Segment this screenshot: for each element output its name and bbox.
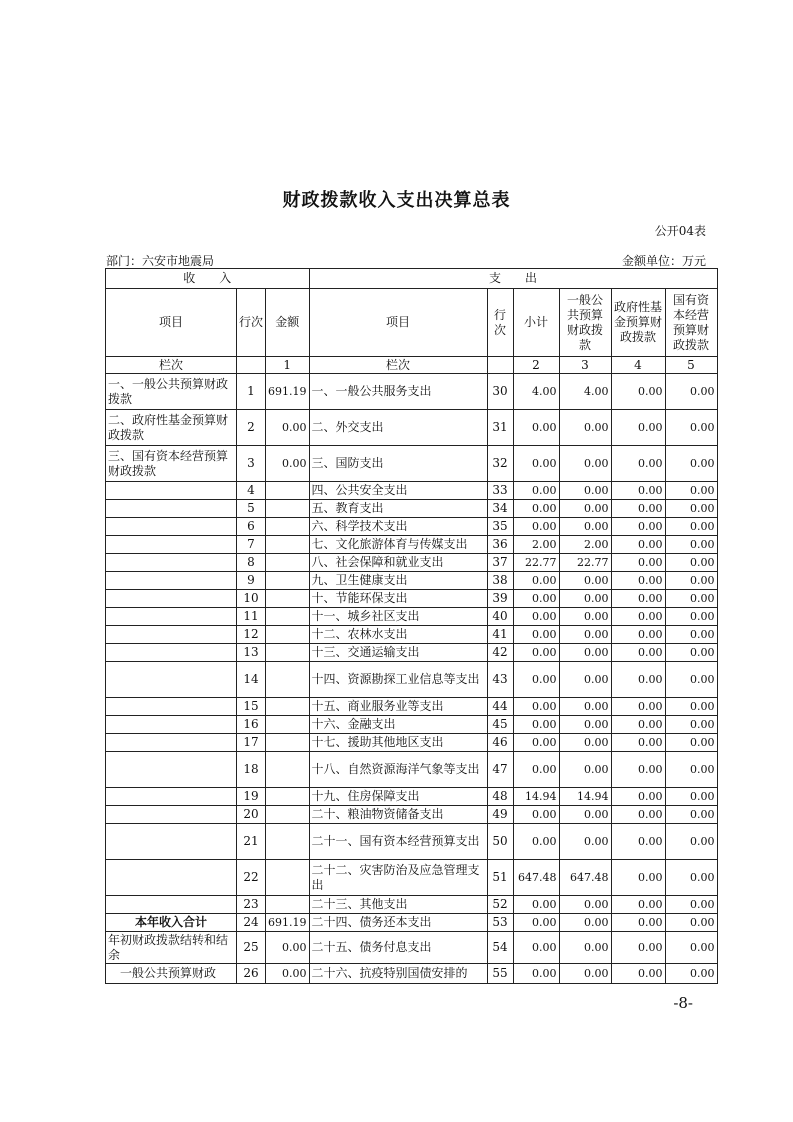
income-item bbox=[106, 626, 237, 644]
state-capital-value: 0.00 bbox=[665, 896, 717, 914]
col-3: 3 bbox=[559, 357, 611, 374]
subtotal-value: 0.00 bbox=[513, 698, 559, 716]
expense-item: 二、外交支出 bbox=[309, 410, 487, 446]
income-row-no: 21 bbox=[237, 824, 266, 860]
expense-row-no: 46 bbox=[487, 734, 513, 752]
income-row-no: 13 bbox=[237, 644, 266, 662]
col-label: 栏次 bbox=[106, 357, 237, 374]
subtotal-value: 0.00 bbox=[513, 914, 559, 932]
table-row bbox=[106, 572, 718, 590]
expense-row-no: 49 bbox=[487, 806, 513, 824]
general-budget-value: 0.00 bbox=[559, 824, 611, 860]
expense-row-no: 54 bbox=[487, 932, 513, 964]
expense-row-no: 43 bbox=[487, 662, 513, 698]
expense-row-no: 35 bbox=[487, 518, 513, 536]
fund-budget-value: 0.00 bbox=[611, 788, 665, 806]
income-row-no: 23 bbox=[237, 896, 266, 914]
state-capital-value: 0.00 bbox=[665, 662, 717, 698]
fund-budget-value: 0.00 bbox=[611, 410, 665, 446]
fund-budget-value: 0.00 bbox=[611, 964, 665, 984]
general-budget-value: 0.00 bbox=[559, 752, 611, 788]
general-budget-value: 0.00 bbox=[559, 662, 611, 698]
income-row-no-header: 行次 bbox=[237, 289, 266, 357]
expense-item: 二十六、抗疫特别国债安排的 bbox=[309, 964, 487, 984]
expense-row-no: 39 bbox=[487, 590, 513, 608]
fund-budget-value: 0.00 bbox=[611, 482, 665, 500]
state-capital-value: 0.00 bbox=[665, 536, 717, 554]
state-capital-value: 0.00 bbox=[665, 734, 717, 752]
fund-budget-value: 0.00 bbox=[611, 716, 665, 734]
general-budget-value: 0.00 bbox=[559, 572, 611, 590]
fund-budget-value: 0.00 bbox=[611, 536, 665, 554]
expense-row-no: 38 bbox=[487, 572, 513, 590]
expense-item: 九、卫生健康支出 bbox=[309, 572, 487, 590]
state-capital-value: 0.00 bbox=[665, 806, 717, 824]
fund-budget-value: 0.00 bbox=[611, 752, 665, 788]
subtotal-value: 0.00 bbox=[513, 964, 559, 984]
general-budget-value: 647.48 bbox=[559, 860, 611, 896]
income-item bbox=[106, 716, 237, 734]
state-capital-value: 0.00 bbox=[665, 824, 717, 860]
subtotal-value: 14.94 bbox=[513, 788, 559, 806]
general-budget-value: 0.00 bbox=[559, 500, 611, 518]
general-budget-value: 0.00 bbox=[559, 482, 611, 500]
income-row-no: 26 bbox=[237, 964, 266, 984]
state-capital-value: 0.00 bbox=[665, 860, 717, 896]
general-budget-value: 22.77 bbox=[559, 554, 611, 572]
fund-budget-value: 0.00 bbox=[611, 374, 665, 410]
income-amount bbox=[266, 482, 310, 500]
expense-item: 十二、农林水支出 bbox=[309, 626, 487, 644]
income-amount: 691.19 bbox=[266, 914, 310, 932]
subtotal-value: 0.00 bbox=[513, 644, 559, 662]
fund-budget-value: 0.00 bbox=[611, 608, 665, 626]
income-item-header: 项目 bbox=[106, 289, 237, 357]
expense-row-no: 31 bbox=[487, 410, 513, 446]
income-item bbox=[106, 518, 237, 536]
general-budget-value: 4.00 bbox=[559, 374, 611, 410]
income-amount bbox=[266, 554, 310, 572]
income-amount bbox=[266, 626, 310, 644]
general-budget-value: 0.00 bbox=[559, 806, 611, 824]
expense-item: 二十五、债务付息支出 bbox=[309, 932, 487, 964]
income-amount bbox=[266, 662, 310, 698]
table-row bbox=[106, 626, 718, 644]
income-item bbox=[106, 734, 237, 752]
income-row-no: 17 bbox=[237, 734, 266, 752]
state-capital-value: 0.00 bbox=[665, 626, 717, 644]
state-capital-value: 0.00 bbox=[665, 500, 717, 518]
state-capital-value: 0.00 bbox=[665, 518, 717, 536]
expense-row-no: 37 bbox=[487, 554, 513, 572]
expense-item: 十九、住房保障支出 bbox=[309, 788, 487, 806]
subtotal-value: 0.00 bbox=[513, 518, 559, 536]
income-amount bbox=[266, 824, 310, 860]
income-item bbox=[106, 536, 237, 554]
expense-item: 八、社会保障和就业支出 bbox=[309, 554, 487, 572]
state-capital-value: 0.00 bbox=[665, 716, 717, 734]
income-amount bbox=[266, 806, 310, 824]
expense-row-no: 32 bbox=[487, 446, 513, 482]
table-row bbox=[106, 410, 718, 446]
income-row-no: 5 bbox=[237, 500, 266, 518]
table-row bbox=[106, 914, 718, 932]
income-amount bbox=[266, 734, 310, 752]
income-item: 本年收入合计 bbox=[106, 914, 237, 932]
income-amount bbox=[266, 518, 310, 536]
subtotal-value: 0.00 bbox=[513, 500, 559, 518]
income-item bbox=[106, 500, 237, 518]
income-row-no: 9 bbox=[237, 572, 266, 590]
income-row-no: 18 bbox=[237, 752, 266, 788]
fund-budget-header: 政府性基金预算财政拨款 bbox=[611, 289, 665, 357]
expense-item: 四、公共安全支出 bbox=[309, 482, 487, 500]
income-row-no: 11 bbox=[237, 608, 266, 626]
expense-row-no-header: 行次 bbox=[487, 289, 513, 357]
income-amount bbox=[266, 536, 310, 554]
fund-budget-value: 0.00 bbox=[611, 518, 665, 536]
page-number: -8- bbox=[673, 994, 693, 1012]
fund-budget-value: 0.00 bbox=[611, 698, 665, 716]
state-capital-value: 0.00 bbox=[665, 964, 717, 984]
income-item: 三、国有资本经营预算财政拨款 bbox=[106, 446, 237, 482]
table-row bbox=[106, 446, 718, 482]
unit-label: 金额单位：万元 bbox=[621, 254, 706, 268]
fund-budget-value: 0.00 bbox=[611, 554, 665, 572]
general-budget-value: 2.00 bbox=[559, 536, 611, 554]
fund-budget-value: 0.00 bbox=[611, 734, 665, 752]
general-budget-value: 0.00 bbox=[559, 716, 611, 734]
fund-budget-value: 0.00 bbox=[611, 644, 665, 662]
income-amount bbox=[266, 572, 310, 590]
table-row bbox=[106, 698, 718, 716]
fund-budget-value: 0.00 bbox=[611, 914, 665, 932]
income-item bbox=[106, 572, 237, 590]
state-capital-value: 0.00 bbox=[665, 752, 717, 788]
subtotal-value: 4.00 bbox=[513, 374, 559, 410]
state-capital-value: 0.00 bbox=[665, 698, 717, 716]
table-row bbox=[106, 644, 718, 662]
subtotal-value: 0.00 bbox=[513, 662, 559, 698]
income-item bbox=[106, 590, 237, 608]
expense-row-no: 34 bbox=[487, 500, 513, 518]
subtotal-value: 0.00 bbox=[513, 572, 559, 590]
general-budget-value: 0.00 bbox=[559, 932, 611, 964]
income-amount bbox=[266, 500, 310, 518]
expense-row-no: 45 bbox=[487, 716, 513, 734]
subtotal-value: 0.00 bbox=[513, 824, 559, 860]
col-1: 1 bbox=[266, 357, 310, 374]
income-amount bbox=[266, 698, 310, 716]
income-item bbox=[106, 482, 237, 500]
department-label: 部门：六安市地震局 bbox=[106, 254, 215, 268]
income-row-no: 14 bbox=[237, 662, 266, 698]
expense-item: 二十二、灾害防治及应急管理支出 bbox=[309, 860, 487, 896]
page-title: 财政拨款收入支出决算总表 bbox=[282, 190, 511, 211]
table-row bbox=[106, 734, 718, 752]
income-row-no: 22 bbox=[237, 860, 266, 896]
income-item bbox=[106, 788, 237, 806]
income-amount: 691.19 bbox=[266, 374, 310, 410]
expense-row-no: 30 bbox=[487, 374, 513, 410]
exp-col-blank bbox=[487, 357, 513, 374]
income-amount-header: 金额 bbox=[266, 289, 310, 357]
income-amount: 0.00 bbox=[266, 446, 310, 482]
expense-item: 十六、金融支出 bbox=[309, 716, 487, 734]
expense-item: 十一、城乡社区支出 bbox=[309, 608, 487, 626]
expense-row-no: 47 bbox=[487, 752, 513, 788]
expense-item-header: 项目 bbox=[309, 289, 487, 357]
state-capital-value: 0.00 bbox=[665, 788, 717, 806]
table-row bbox=[106, 932, 718, 964]
expense-item: 六、科学技术支出 bbox=[309, 518, 487, 536]
general-budget-value: 0.00 bbox=[559, 698, 611, 716]
state-capital-value: 0.00 bbox=[665, 410, 717, 446]
expense-item: 十三、交通运输支出 bbox=[309, 644, 487, 662]
income-row-no: 20 bbox=[237, 806, 266, 824]
income-amount bbox=[266, 752, 310, 788]
table-row bbox=[106, 806, 718, 824]
table-row bbox=[106, 536, 718, 554]
income-item: 一、一般公共预算财政拨款 bbox=[106, 374, 237, 410]
income-row-no: 25 bbox=[237, 932, 266, 964]
income-amount bbox=[266, 716, 310, 734]
subtotal-value: 0.00 bbox=[513, 482, 559, 500]
income-item bbox=[106, 608, 237, 626]
fund-budget-value: 0.00 bbox=[611, 446, 665, 482]
income-item bbox=[106, 896, 237, 914]
table-row bbox=[106, 518, 718, 536]
expense-item: 二十、粮油物资储备支出 bbox=[309, 806, 487, 824]
subtotal-value: 2.00 bbox=[513, 536, 559, 554]
state-capital-value: 0.00 bbox=[665, 446, 717, 482]
table-row bbox=[106, 896, 718, 914]
fund-budget-value: 0.00 bbox=[611, 590, 665, 608]
table-row bbox=[106, 374, 718, 410]
table-row bbox=[106, 752, 718, 788]
expense-item: 三、国防支出 bbox=[309, 446, 487, 482]
income-amount bbox=[266, 590, 310, 608]
income-row-no: 8 bbox=[237, 554, 266, 572]
general-budget-value: 0.00 bbox=[559, 896, 611, 914]
income-amount: 0.00 bbox=[266, 932, 310, 964]
expense-row-no: 41 bbox=[487, 626, 513, 644]
fund-budget-value: 0.00 bbox=[611, 824, 665, 860]
income-row-no: 7 bbox=[237, 536, 266, 554]
expense-row-no: 51 bbox=[487, 860, 513, 896]
subtotal-value: 0.00 bbox=[513, 608, 559, 626]
general-budget-value: 0.00 bbox=[559, 914, 611, 932]
expense-row-no: 48 bbox=[487, 788, 513, 806]
income-row-no: 24 bbox=[237, 914, 266, 932]
expense-item: 二十一、国有资本经营预算支出 bbox=[309, 824, 487, 860]
general-budget-value: 0.00 bbox=[559, 964, 611, 984]
expense-row-no: 33 bbox=[487, 482, 513, 500]
subtotal-value: 0.00 bbox=[513, 752, 559, 788]
income-row-no: 3 bbox=[237, 446, 266, 482]
expense-item: 十八、自然资源海洋气象等支出 bbox=[309, 752, 487, 788]
state-capital-value: 0.00 bbox=[665, 608, 717, 626]
income-amount bbox=[266, 896, 310, 914]
income-row-no: 15 bbox=[237, 698, 266, 716]
col-blank bbox=[237, 357, 266, 374]
table-row bbox=[106, 500, 718, 518]
subtotal-value: 0.00 bbox=[513, 590, 559, 608]
income-item bbox=[106, 824, 237, 860]
state-capital-value: 0.00 bbox=[665, 644, 717, 662]
income-row-no: 1 bbox=[237, 374, 266, 410]
state-capital-value: 0.00 bbox=[665, 374, 717, 410]
general-budget-header: 一般公共预算财政拨款 bbox=[559, 289, 611, 357]
expense-item: 十五、商业服务业等支出 bbox=[309, 698, 487, 716]
state-capital-value: 0.00 bbox=[665, 482, 717, 500]
expense-row-no: 53 bbox=[487, 914, 513, 932]
col-2: 2 bbox=[513, 357, 559, 374]
subtotal-value: 0.00 bbox=[513, 626, 559, 644]
subtotal-value: 22.77 bbox=[513, 554, 559, 572]
fund-budget-value: 0.00 bbox=[611, 860, 665, 896]
table-row bbox=[106, 482, 718, 500]
expense-item: 十四、资源勘探工业信息等支出 bbox=[309, 662, 487, 698]
col-4: 4 bbox=[611, 357, 665, 374]
income-row-no: 12 bbox=[237, 626, 266, 644]
state-capital-value: 0.00 bbox=[665, 932, 717, 964]
expense-row-no: 44 bbox=[487, 698, 513, 716]
fund-budget-value: 0.00 bbox=[611, 896, 665, 914]
general-budget-value: 0.00 bbox=[559, 410, 611, 446]
state-capital-value: 0.00 bbox=[665, 590, 717, 608]
income-amount bbox=[266, 608, 310, 626]
table-row bbox=[106, 608, 718, 626]
table-row bbox=[106, 716, 718, 734]
income-row-no: 6 bbox=[237, 518, 266, 536]
income-row-no: 2 bbox=[237, 410, 266, 446]
income-header: 收 入 bbox=[106, 269, 310, 289]
expense-item: 七、文化旅游体育与传媒支出 bbox=[309, 536, 487, 554]
expense-item: 一、一般公共服务支出 bbox=[309, 374, 487, 410]
expense-row-no: 50 bbox=[487, 824, 513, 860]
fund-budget-value: 0.00 bbox=[611, 806, 665, 824]
income-item bbox=[106, 752, 237, 788]
income-amount bbox=[266, 644, 310, 662]
subtotal-value: 647.48 bbox=[513, 860, 559, 896]
expense-item: 五、教育支出 bbox=[309, 500, 487, 518]
fund-budget-value: 0.00 bbox=[611, 500, 665, 518]
income-amount bbox=[266, 860, 310, 896]
general-budget-value: 0.00 bbox=[559, 608, 611, 626]
table-row bbox=[106, 860, 718, 896]
table-row bbox=[106, 824, 718, 860]
form-number: 公开04表 bbox=[654, 224, 706, 238]
fund-budget-value: 0.00 bbox=[611, 662, 665, 698]
income-item bbox=[106, 806, 237, 824]
state-capital-value: 0.00 bbox=[665, 914, 717, 932]
subtotal-value: 0.00 bbox=[513, 896, 559, 914]
income-item bbox=[106, 860, 237, 896]
table-row bbox=[106, 554, 718, 572]
general-budget-value: 0.00 bbox=[559, 734, 611, 752]
income-amount: 0.00 bbox=[266, 964, 310, 984]
subtotal-value: 0.00 bbox=[513, 410, 559, 446]
expense-header: 支 出 bbox=[309, 269, 717, 289]
expense-row-no: 52 bbox=[487, 896, 513, 914]
fund-budget-value: 0.00 bbox=[611, 626, 665, 644]
expense-item: 二十四、债务还本支出 bbox=[309, 914, 487, 932]
table-row bbox=[106, 662, 718, 698]
expense-row-no: 36 bbox=[487, 536, 513, 554]
income-item bbox=[106, 644, 237, 662]
income-row-no: 10 bbox=[237, 590, 266, 608]
state-capital-header: 国有资本经营预算财政拨款 bbox=[665, 289, 717, 357]
subtotal-value: 0.00 bbox=[513, 932, 559, 964]
income-item: 一般公共预算财政 bbox=[106, 964, 237, 984]
general-budget-value: 0.00 bbox=[559, 446, 611, 482]
state-capital-value: 0.00 bbox=[665, 572, 717, 590]
expense-item: 二十三、其他支出 bbox=[309, 896, 487, 914]
fund-budget-value: 0.00 bbox=[611, 572, 665, 590]
table-row bbox=[106, 788, 718, 806]
income-row-no: 16 bbox=[237, 716, 266, 734]
income-item: 二、政府性基金预算财政拨款 bbox=[106, 410, 237, 446]
income-row-no: 4 bbox=[237, 482, 266, 500]
expense-row-no: 42 bbox=[487, 644, 513, 662]
income-item bbox=[106, 554, 237, 572]
exp-col-label: 栏次 bbox=[309, 357, 487, 374]
subtotal-value: 0.00 bbox=[513, 716, 559, 734]
subtotal-value: 0.00 bbox=[513, 446, 559, 482]
expense-item: 十、节能环保支出 bbox=[309, 590, 487, 608]
general-budget-value: 0.00 bbox=[559, 626, 611, 644]
subtotal-value: 0.00 bbox=[513, 734, 559, 752]
budget-table bbox=[105, 268, 718, 984]
general-budget-value: 14.94 bbox=[559, 788, 611, 806]
general-budget-value: 0.00 bbox=[559, 518, 611, 536]
state-capital-value: 0.00 bbox=[665, 554, 717, 572]
col-5: 5 bbox=[665, 357, 717, 374]
income-row-no: 19 bbox=[237, 788, 266, 806]
general-budget-value: 0.00 bbox=[559, 590, 611, 608]
expense-row-no: 40 bbox=[487, 608, 513, 626]
expense-item: 十七、援助其他地区支出 bbox=[309, 734, 487, 752]
income-item: 年初财政拨款结转和结余 bbox=[106, 932, 237, 964]
income-amount: 0.00 bbox=[266, 410, 310, 446]
subtotal-header: 小计 bbox=[513, 289, 559, 357]
income-amount bbox=[266, 788, 310, 806]
table-row bbox=[106, 590, 718, 608]
subtotal-value: 0.00 bbox=[513, 806, 559, 824]
income-item bbox=[106, 698, 237, 716]
expense-row-no: 55 bbox=[487, 964, 513, 984]
general-budget-value: 0.00 bbox=[559, 644, 611, 662]
fund-budget-value: 0.00 bbox=[611, 932, 665, 964]
income-item bbox=[106, 662, 237, 698]
table-row bbox=[106, 964, 718, 984]
